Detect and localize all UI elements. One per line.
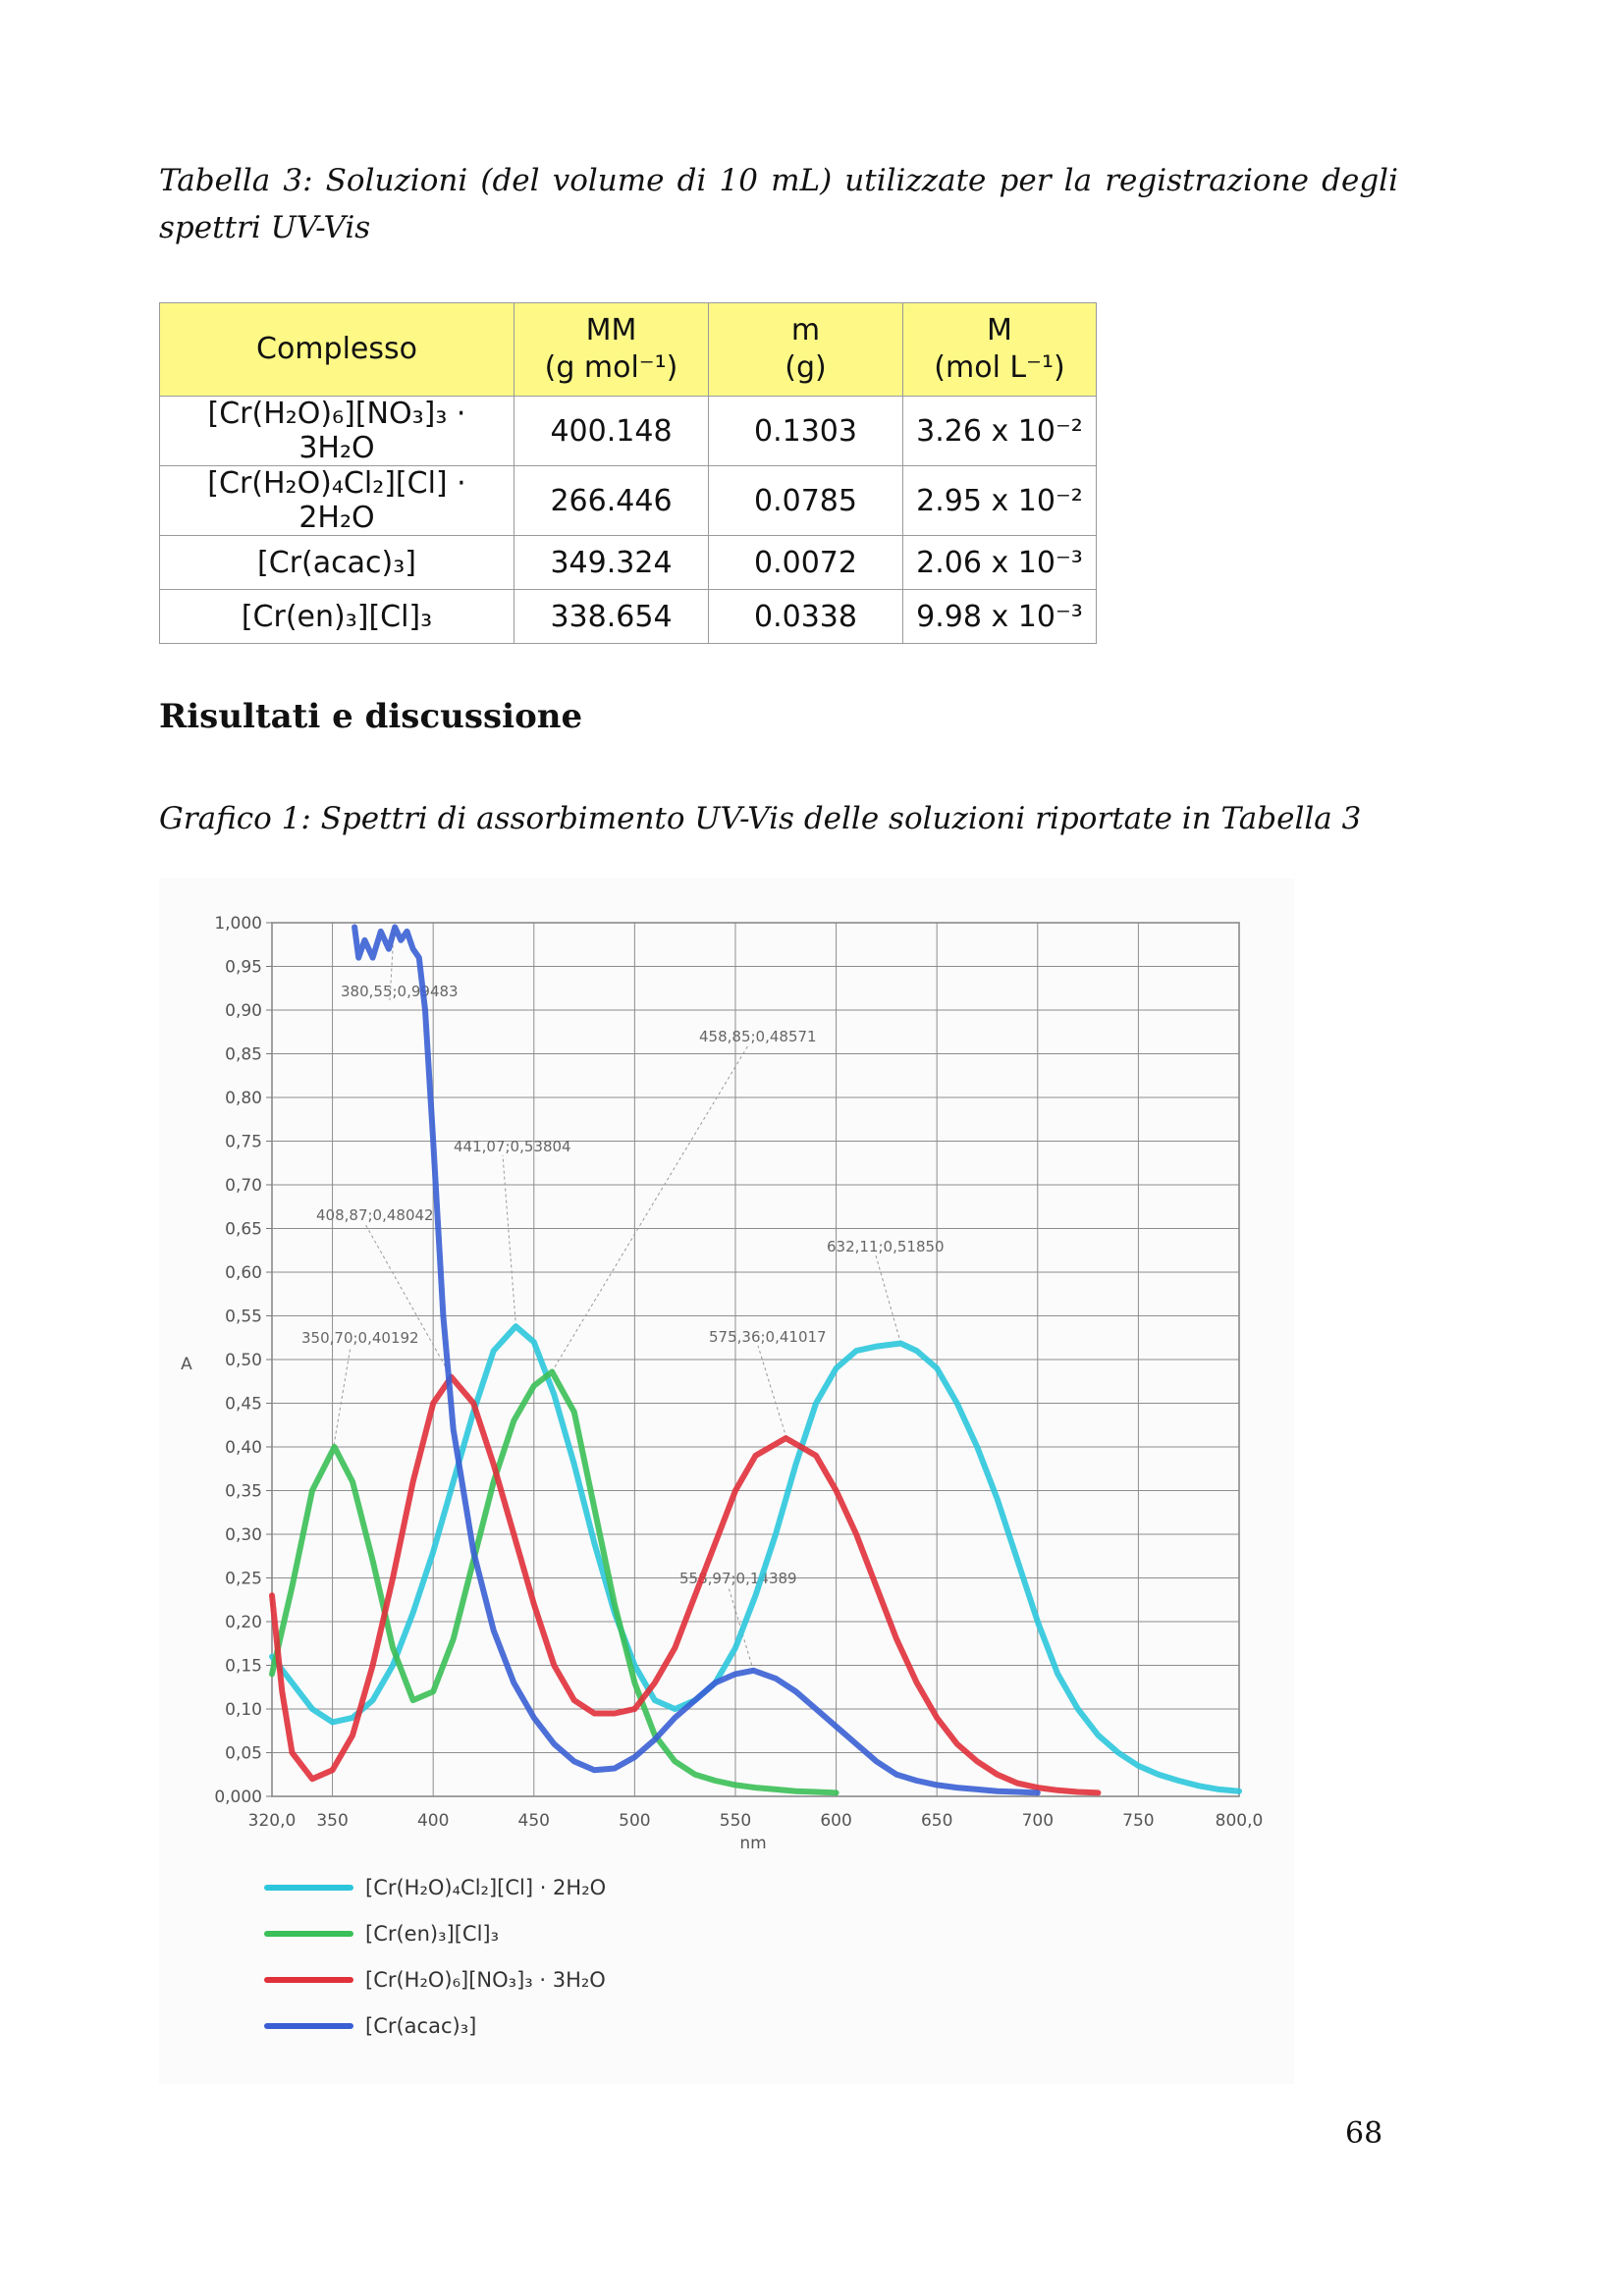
section-title: Risultati e discussione bbox=[159, 697, 583, 736]
table-cell: 266.446 bbox=[514, 466, 709, 536]
header-mm bbox=[514, 303, 709, 397]
x-tick-label: 650 bbox=[920, 1811, 953, 1831]
y-tick-label: 0,70 bbox=[225, 1176, 262, 1196]
table-row bbox=[160, 466, 1097, 536]
y-tick-label: 0,10 bbox=[225, 1700, 262, 1720]
annotation-label: 458,85;0,48571 bbox=[699, 1028, 817, 1045]
y-tick-label: 0,80 bbox=[225, 1089, 262, 1108]
table-cell: [Cr(H₂O)₄Cl₂][Cl] · 2H₂O bbox=[160, 466, 514, 536]
header-m bbox=[709, 303, 903, 397]
x-tick-label: 800,0 bbox=[1215, 1811, 1264, 1831]
annotation-label: 408,87;0,48042 bbox=[316, 1206, 434, 1224]
legend-label: [Cr(H₂O)₆][NO₃]₃ · 3H₂O bbox=[365, 1968, 606, 1992]
y-tick-label: 0,000 bbox=[214, 1788, 262, 1807]
x-tick-label: 320,0 bbox=[247, 1811, 297, 1831]
y-tick-label: 1,000 bbox=[214, 914, 262, 934]
y-tick-label: 0,60 bbox=[225, 1263, 262, 1283]
table-cell: 0.0338 bbox=[709, 590, 903, 644]
y-tick-label: 0,90 bbox=[225, 1001, 262, 1021]
annotation-label: 380,55;0,99483 bbox=[341, 983, 459, 1000]
table-cell: 2.95 x 10⁻² bbox=[903, 466, 1097, 536]
table-cell: 338.654 bbox=[514, 590, 709, 644]
table-cell: [Cr(H₂O)₆][NO₃]₃ · 3H₂O bbox=[160, 397, 514, 466]
annotation-label: 632,11;0,51850 bbox=[827, 1238, 945, 1255]
y-tick-label: 0,75 bbox=[225, 1132, 262, 1152]
annotation-label: 350,70;0,40192 bbox=[301, 1329, 419, 1347]
table-cell: 400.148 bbox=[514, 397, 709, 466]
header-unit: (g) bbox=[785, 350, 827, 385]
annotation-label: 575,36;0,41017 bbox=[709, 1328, 827, 1346]
header-unit: (mol L⁻¹) bbox=[934, 350, 1065, 385]
y-tick-label: 0,35 bbox=[225, 1481, 262, 1502]
y-tick-label: 0,65 bbox=[225, 1219, 262, 1240]
y-tick-label: 0,15 bbox=[225, 1656, 262, 1677]
table-row bbox=[160, 397, 1097, 466]
table-header-row bbox=[160, 303, 1097, 397]
legend-label: [Cr(en)₃][Cl]₃ bbox=[365, 1922, 500, 1946]
y-tick-label: 0,25 bbox=[225, 1569, 262, 1589]
annotation-label: 441,07;0,53804 bbox=[454, 1138, 571, 1155]
y-tick-label: 0,50 bbox=[225, 1351, 262, 1370]
y-axis-label: A bbox=[181, 1355, 192, 1374]
table-cell: [Cr(acac)₃] bbox=[160, 536, 514, 590]
chart-svg bbox=[159, 879, 1294, 2084]
x-axis-label: nm bbox=[739, 1834, 767, 1853]
y-tick-label: 0,85 bbox=[225, 1044, 262, 1065]
legend-label: [Cr(H₂O)₄Cl₂][Cl] · 2H₂O bbox=[365, 1876, 607, 1899]
header-unit: (g mol⁻¹) bbox=[544, 350, 678, 385]
table-cell: 0.0785 bbox=[709, 466, 903, 536]
y-tick-label: 0,95 bbox=[225, 957, 262, 978]
solutions-table bbox=[159, 302, 1097, 644]
y-tick-label: 0,45 bbox=[225, 1394, 262, 1415]
page-number: 68 bbox=[1345, 2116, 1383, 2151]
table-row bbox=[160, 536, 1097, 590]
y-tick-label: 0,20 bbox=[225, 1613, 262, 1632]
y-tick-label: 0,30 bbox=[225, 1525, 262, 1545]
x-tick-label: 350 bbox=[316, 1811, 349, 1831]
header-line: M bbox=[987, 313, 1012, 347]
table-cell: 2.06 x 10⁻³ bbox=[903, 536, 1097, 590]
x-tick-label: 500 bbox=[619, 1811, 651, 1831]
x-tick-label: 700 bbox=[1021, 1811, 1055, 1831]
annotation-label: 558,97;0,14389 bbox=[679, 1570, 797, 1587]
y-tick-label: 0,05 bbox=[225, 1743, 262, 1764]
y-tick-label: 0,55 bbox=[225, 1307, 262, 1327]
legend-label: [Cr(acac)₃] bbox=[365, 2014, 477, 2038]
table-cell: 0.0072 bbox=[709, 536, 903, 590]
uv-vis-chart bbox=[159, 879, 1294, 2084]
y-tick-label: 0,40 bbox=[225, 1438, 262, 1458]
x-tick-label: 550 bbox=[719, 1811, 752, 1831]
header-complesso bbox=[160, 303, 514, 397]
header-line: Complesso bbox=[256, 332, 417, 366]
x-tick-label: 450 bbox=[517, 1811, 550, 1831]
x-tick-label: 400 bbox=[416, 1811, 450, 1831]
table-cell: 3.26 x 10⁻² bbox=[903, 397, 1097, 466]
table-cell: 0.1303 bbox=[709, 397, 903, 466]
header-line: MM bbox=[585, 313, 637, 347]
table-cell: 9.98 x 10⁻³ bbox=[903, 590, 1097, 644]
x-tick-label: 750 bbox=[1122, 1811, 1155, 1831]
table-cell: [Cr(en)₃][Cl]₃ bbox=[160, 590, 514, 644]
table-caption: Tabella 3: Soluzioni (del volume di 10 mL) utilizzate per la registrazione degli spettri UV-Vis bbox=[159, 163, 1398, 245]
chart-grid bbox=[266, 923, 1239, 1796]
header-line: m bbox=[790, 313, 821, 347]
x-tick-label: 600 bbox=[820, 1811, 852, 1831]
table-cell: 349.324 bbox=[514, 536, 709, 590]
chart-caption: Grafico 1: Spettri di assorbimento UV-Vis delle soluzioni riportate in Tabella 3 bbox=[159, 801, 1362, 836]
chart-background bbox=[159, 879, 1294, 2084]
header-molarity bbox=[903, 303, 1097, 397]
table-row bbox=[160, 590, 1097, 644]
